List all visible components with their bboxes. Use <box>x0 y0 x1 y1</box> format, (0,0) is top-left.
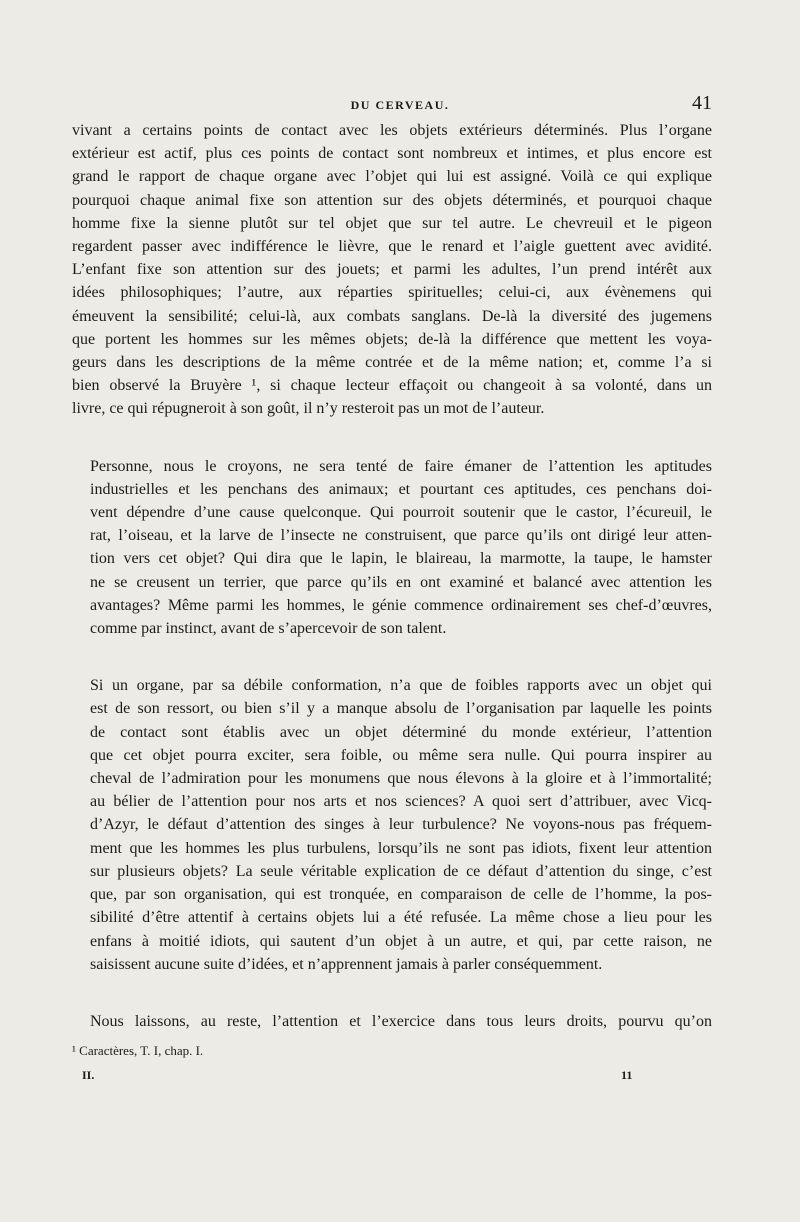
text-line: sur plusieurs objets? La seule véritable explication de ce défaut d’attention du singe, c’est <box>90 862 712 880</box>
text-line: idées philosophiques; l’autre, aux réparties spirituelles; celui-ci, aux évènemens qui <box>72 284 712 302</box>
text-line: pourquoi chaque animal fixe son attention sur des objets déterminés, et pourquoi chaque <box>72 191 712 209</box>
text-line: est de son ressort, ou bien s’il y a manque absolu de l’organisation par laquelle les points <box>90 700 712 718</box>
text-line: homme fixe la sienne plutôt sur tel objet que sur tel autre. Le chevreuil et le pigeon <box>72 214 712 232</box>
text-line: bien observé la Bruyère ¹, si chaque lecteur effaçoit ou changeoit à sa volonté, dans un <box>72 377 712 395</box>
paragraph <box>72 674 712 976</box>
text-line: industrielles et les penchans des animaux; et pourtant ces aptitudes, ces penchans doi- <box>90 480 712 498</box>
text-line: enfans à moitié idiots, qui sautent d’un objet à un autre, et qui, par cette raison, ne <box>90 932 712 950</box>
text-line: vent dépendre d’une cause quelconque. Qui pourroit soutenir que le castor, l’écureuil, le <box>90 504 712 522</box>
running-title: DU CERVEAU. <box>350 98 450 112</box>
text-line: au bélier de l’attention pour nos arts et nos sciences? A quoi sert d’attribuer, avec Vicq- <box>90 793 712 811</box>
text-line: ne se creusent un terrier, que parce qu’ils en ont examiné et balancé avec attention les <box>90 573 712 591</box>
text-line: Nous laissons, au reste, l’attention et l’exercice dans tous leurs droits, pourvu qu’on <box>90 1012 712 1030</box>
text-line: de contact sont établis avec un objet déterminé du monde extérieur, l’attention <box>90 723 712 741</box>
text-line: geurs dans les descriptions de la même contrée et de la même nation; et, comme l’a si <box>72 354 712 372</box>
text-line: que, par son organisation, qui est tronquée, en comparaison de celle de l’homme, la pos- <box>90 886 712 904</box>
signature-mark-right: 11 <box>621 1068 633 1082</box>
text-line: que portent les hommes sur les mêmes objets; de-là la différence que mettent les voya- <box>72 330 712 348</box>
text-line: livre, ce qui répugneroit à son goût, il n’y resteroit pas un mot de l’auteur. <box>72 400 545 418</box>
paragraph <box>72 119 712 421</box>
text-line: émeuvent la sensibilité; celui-là, aux combats sanglans. De-là la diversité des jugemens <box>72 307 712 325</box>
paragraph <box>72 1010 712 1033</box>
page-number: 41 <box>692 92 712 114</box>
text-line: comme par instinct, avant de s’apercevoir de son talent. <box>90 620 447 638</box>
text-line: Si un organe, par sa débile conformation, n’a que de foibles rapports avec un objet qui <box>90 677 712 695</box>
text-line: cheval de l’admiration pour les monumens que nous élevons à la gloire et à l’immortalité; <box>90 770 712 788</box>
text-line: tion vers cet objet? Qui dira que le lapin, le blaireau, la marmotte, la taupe, le hamster <box>90 550 712 568</box>
text-line: vivant a certains points de contact avec les objets extérieurs déterminés. Plus l’organe <box>72 122 712 139</box>
text-line: Personne, nous le croyons, ne sera tenté de faire émaner de l’attention les aptitudes <box>90 457 712 475</box>
text-line: saisissent aucune suite d’idées, et n’apprennent jamais à parler conséquemment. <box>90 955 603 973</box>
text-line: rat, l’oiseau, et la larve de l’insecte ne construisent, que parce qu’ils ont dirigé leur atten- <box>90 527 712 545</box>
text-line: d’Azyr, le défaut d’attention des singes à leur turbulence? Ne voyons-nous pas fréquem- <box>90 816 712 834</box>
text-line: avantages? Même parmi les hommes, le génie commence ordinairement ses chef-d’œuvres, <box>90 596 712 614</box>
body-text <box>72 119 712 1033</box>
signature-mark-left: II. <box>82 1068 95 1082</box>
text-line: ment que les hommes les plus turbulens, lorsqu’ils ne sont pas idiots, fixent leur attention <box>90 839 712 857</box>
text-line: que cet objet pourra exciter, sera foible, ou même sera nulle. Qui pourra inspirer au <box>90 746 712 764</box>
footnote: ¹ Caractères, T. I, chap. I. <box>72 1043 204 1058</box>
text-line: grand le rapport de chaque organe avec l’objet qui lui est assigné. Voilà ce qui explique <box>72 168 712 186</box>
text-line: sibilité d’être attentif à certains objets lui a été refusée. La même chose a lieu pour les <box>90 909 712 927</box>
paragraph <box>72 455 712 641</box>
text-line: L’enfant fixe son attention sur des jouets; et parmi les adultes, l’un prend intérêt aux <box>72 261 712 279</box>
text-line: extérieur est actif, plus ces points de contact sont nombreux et intimes, et plus encore est <box>72 145 712 163</box>
running-head <box>0 92 800 118</box>
text-line: regardent passer avec indifférence le lièvre, que le renard et l’aigle guettent avec avidité. <box>72 238 712 256</box>
